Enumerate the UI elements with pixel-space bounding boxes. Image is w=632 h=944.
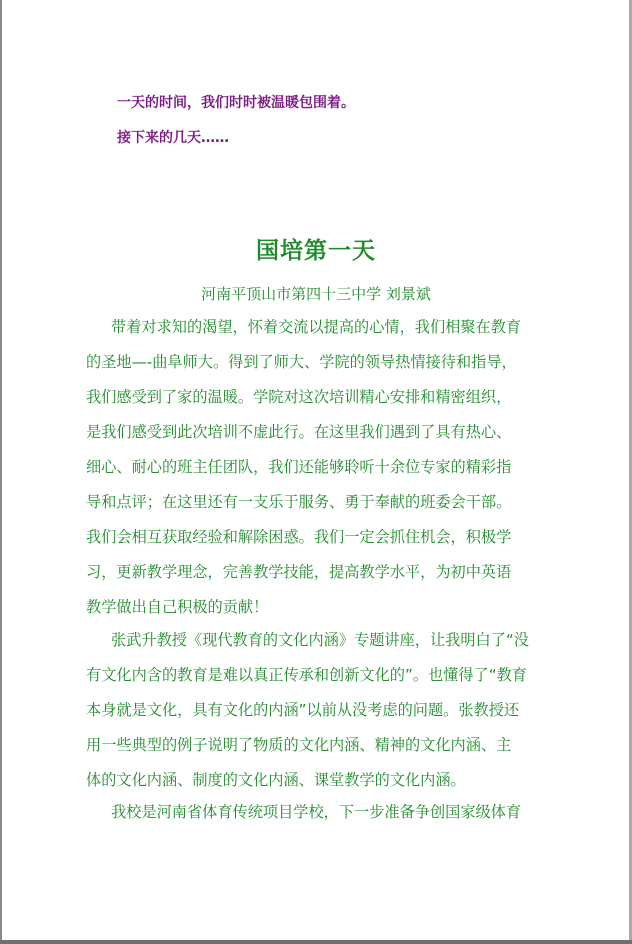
page-edge-bottom [0, 940, 632, 944]
intro-line: 一天的时间，我们时时被温暖包围着。 [117, 95, 355, 111]
body-line: 导和点评；在这里还有一支乐于服务、勇于奉献的班委会干部。 [86, 493, 512, 511]
body-line: 我们会相互获取经验和解除困惑。我们一定会抓住机会，积极学 [86, 528, 512, 546]
body-line: 有文化内含的教育是难以真正传承和创新文化的”。也懂得了“教育 [86, 666, 527, 684]
body-line: 习，更新教学理念，完善教学技能，提高教学水平，为初中英语 [86, 563, 512, 581]
body-line: 本身就是文化，具有文化的内涵”以前从没考虑的问题。张教授还 [86, 701, 520, 719]
article-title: 国培第一天 [256, 238, 376, 264]
body-line: 细心、耐心的班主任团队，我们还能够聆听十余位专家的精彩指 [86, 458, 512, 476]
body-line: 张武升教授《现代教育的文化内涵》专题讲座，让我明白了“没 [111, 631, 529, 649]
body-line: 教学做出自己积极的贡献！ [86, 598, 269, 616]
body-line: 用一些典型的例子说明了物质的文化内涵、精神的文化内涵、主 [86, 736, 512, 754]
page-edge-left [0, 0, 2, 944]
intro-line: 接下来的几天…… [117, 130, 229, 146]
body-line: 体的文化内涵、制度的文化内涵、课堂教学的文化内涵。 [86, 771, 466, 789]
article-author: 河南平顶山市第四十三中学 刘景斌 [201, 285, 431, 303]
body-line: 是我们感受到此次培训不虚此行。在这里我们遇到了具有热心、 [86, 423, 512, 441]
body-line: 的圣地—-曲阜师大。得到了师大、学院的领导热情接待和指导， [86, 353, 517, 371]
body-line: 带着对求知的渴望，怀着交流以提高的心情，我们相聚在教育 [111, 318, 522, 336]
body-line: 我校是河南省体育传统项目学校，下一步准备争创国家级体育 [111, 803, 522, 821]
body-line: 我们感受到了家的温暖。学院对这次培训精心安排和精密组织， [86, 388, 512, 406]
